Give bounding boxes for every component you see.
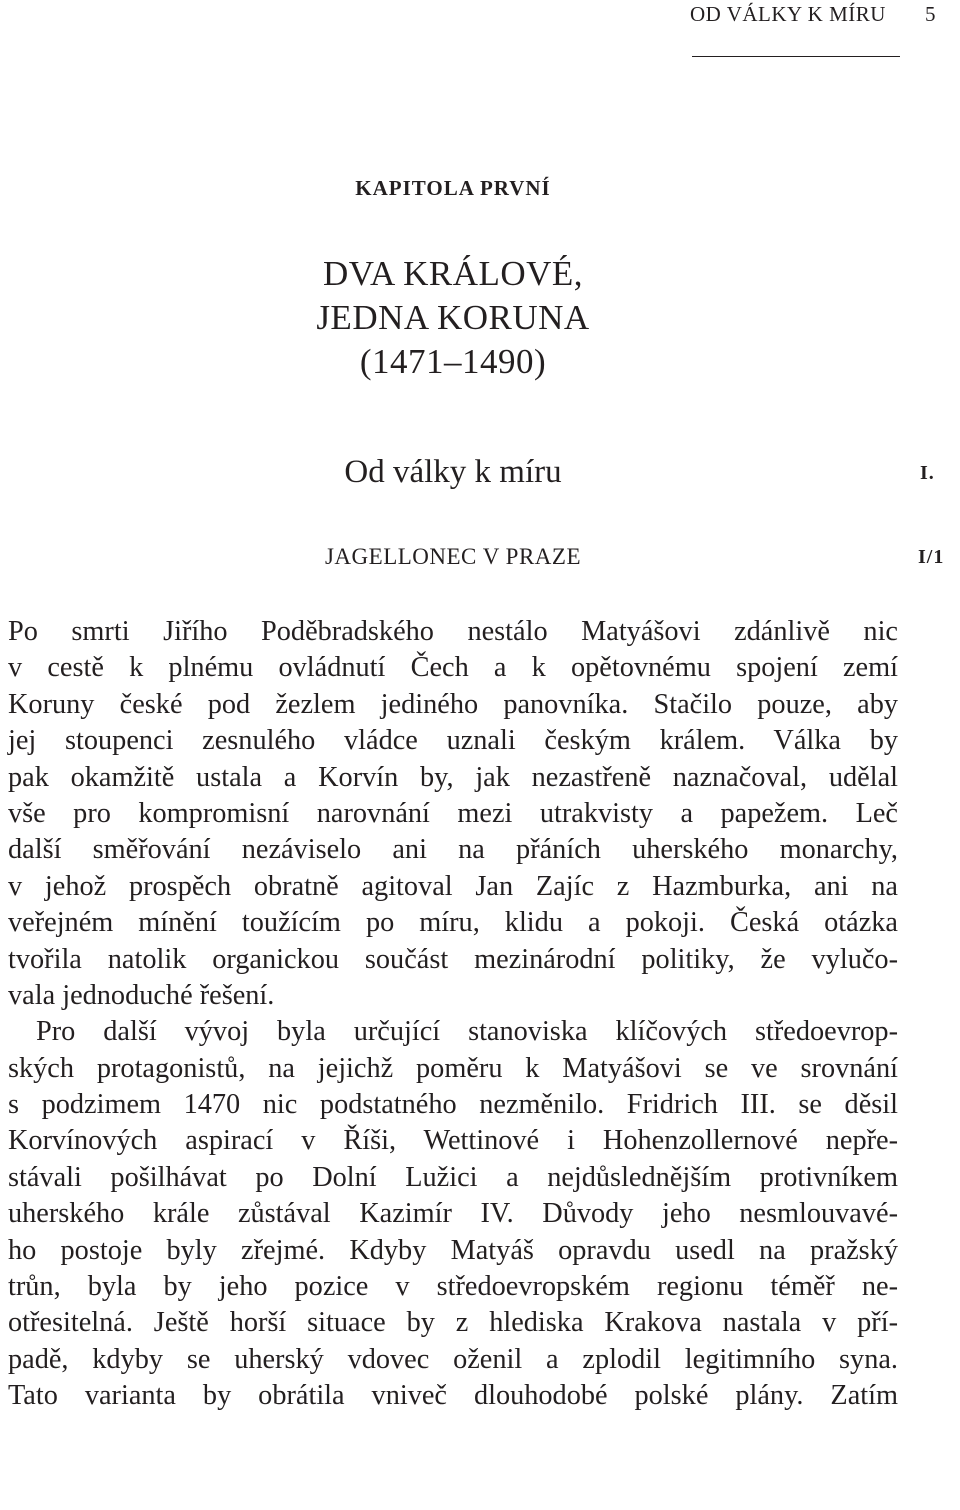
body-line: stávali pošilhávat po Dolní Lužici a nejdůslednějším protivníkem <box>8 1161 898 1193</box>
body-line: Pro další vývoj byla určující stanoviska klíčových středoevrop- <box>36 1016 898 1048</box>
body-line: otřesitelná. Ještě horší situace by z hlediska Krakova nastala v pří- <box>8 1307 898 1339</box>
subsection-margin-mark: I/1 <box>918 546 945 568</box>
chapter-title-line: JEDNA KORUNA <box>316 298 590 337</box>
body-line: ho postoje byly zřejmé. Kdyby Matyáš opravdu usedl na pražský <box>8 1234 898 1266</box>
body-line: Tato varianta by obrátila vniveč dlouhodobé polské plány. Zatím <box>8 1380 898 1412</box>
body-line: pak okamžitě ustala a Korvín by, jak nezastřeně naznačoval, udělal <box>8 761 898 793</box>
body-line: veřejném mínění toužícím po míru, klidu a pokoji. Česká otázka <box>8 907 898 939</box>
body-line: v jehož prospěch obratně agitoval Jan Zajíc z Hazmburka, ani na <box>8 870 898 902</box>
running-head-title: OD VÁLKY K MÍRU <box>690 2 886 26</box>
chapter-title <box>0 252 906 384</box>
body-line: ských protagonistů, na jejichž poměru k Matyášovi se ve srovnání <box>8 1052 898 1084</box>
body-line: tvořila natolik organickou součást mezinárodní politiky, že vylučo- <box>8 943 898 975</box>
body-line: jej stoupenci zesnulého vládce uznali českým králem. Válka by <box>8 725 898 757</box>
chapter-title-years: (1471–1490) <box>359 342 547 381</box>
body-line: vala jednoduché řešení. <box>8 979 275 1011</box>
chapter-label: KAPITOLA PRVNÍ <box>355 176 551 200</box>
body-line: padě, kdyby se uherský vdovec oženil a zplodil legitimního syna. <box>8 1343 898 1375</box>
header-rule <box>692 56 900 57</box>
body-line: vše pro kompromisní narovnání mezi utrakvisty a papežem. Leč <box>8 797 898 829</box>
body-line: Po smrti Jiřího Poděbradského nestálo Matyášovi zdánlivě nic <box>8 616 898 647</box>
body-line: Koruny české pod žezlem jediného panovníka. Stačilo pouze, aby <box>8 688 898 720</box>
body-text <box>8 614 898 1415</box>
body-line: uherského krále zůstával Kazimír IV. Důvody jeho nesmlouvavé- <box>8 1198 898 1230</box>
body-line: v cestě k plnému ovládnutí Čech a k opětovnému spojení zemí <box>8 652 898 684</box>
chapter-title-line: DVA KRÁLOVÉ, <box>322 254 584 293</box>
subsection-title: JAGELLONEC V PRAZE <box>324 544 582 569</box>
body-line: Korvínových aspirací v Říši, Wettinové i Hohenzollernové nepře- <box>8 1125 898 1157</box>
body-line: další směřování nezáviselo ani na přáních uherského monarchy, <box>8 834 898 866</box>
section-margin-mark: I. <box>920 462 935 484</box>
body-line: trůn, byla by jeho pozice v středoevropském regionu téměř ne- <box>8 1271 898 1303</box>
section-title: Od války k míru <box>344 454 562 490</box>
body-line: s podzimem 1470 nic podstatného nezměnilo. Fridrich III. se děsil <box>8 1089 898 1121</box>
page-number: 5 <box>925 2 936 26</box>
